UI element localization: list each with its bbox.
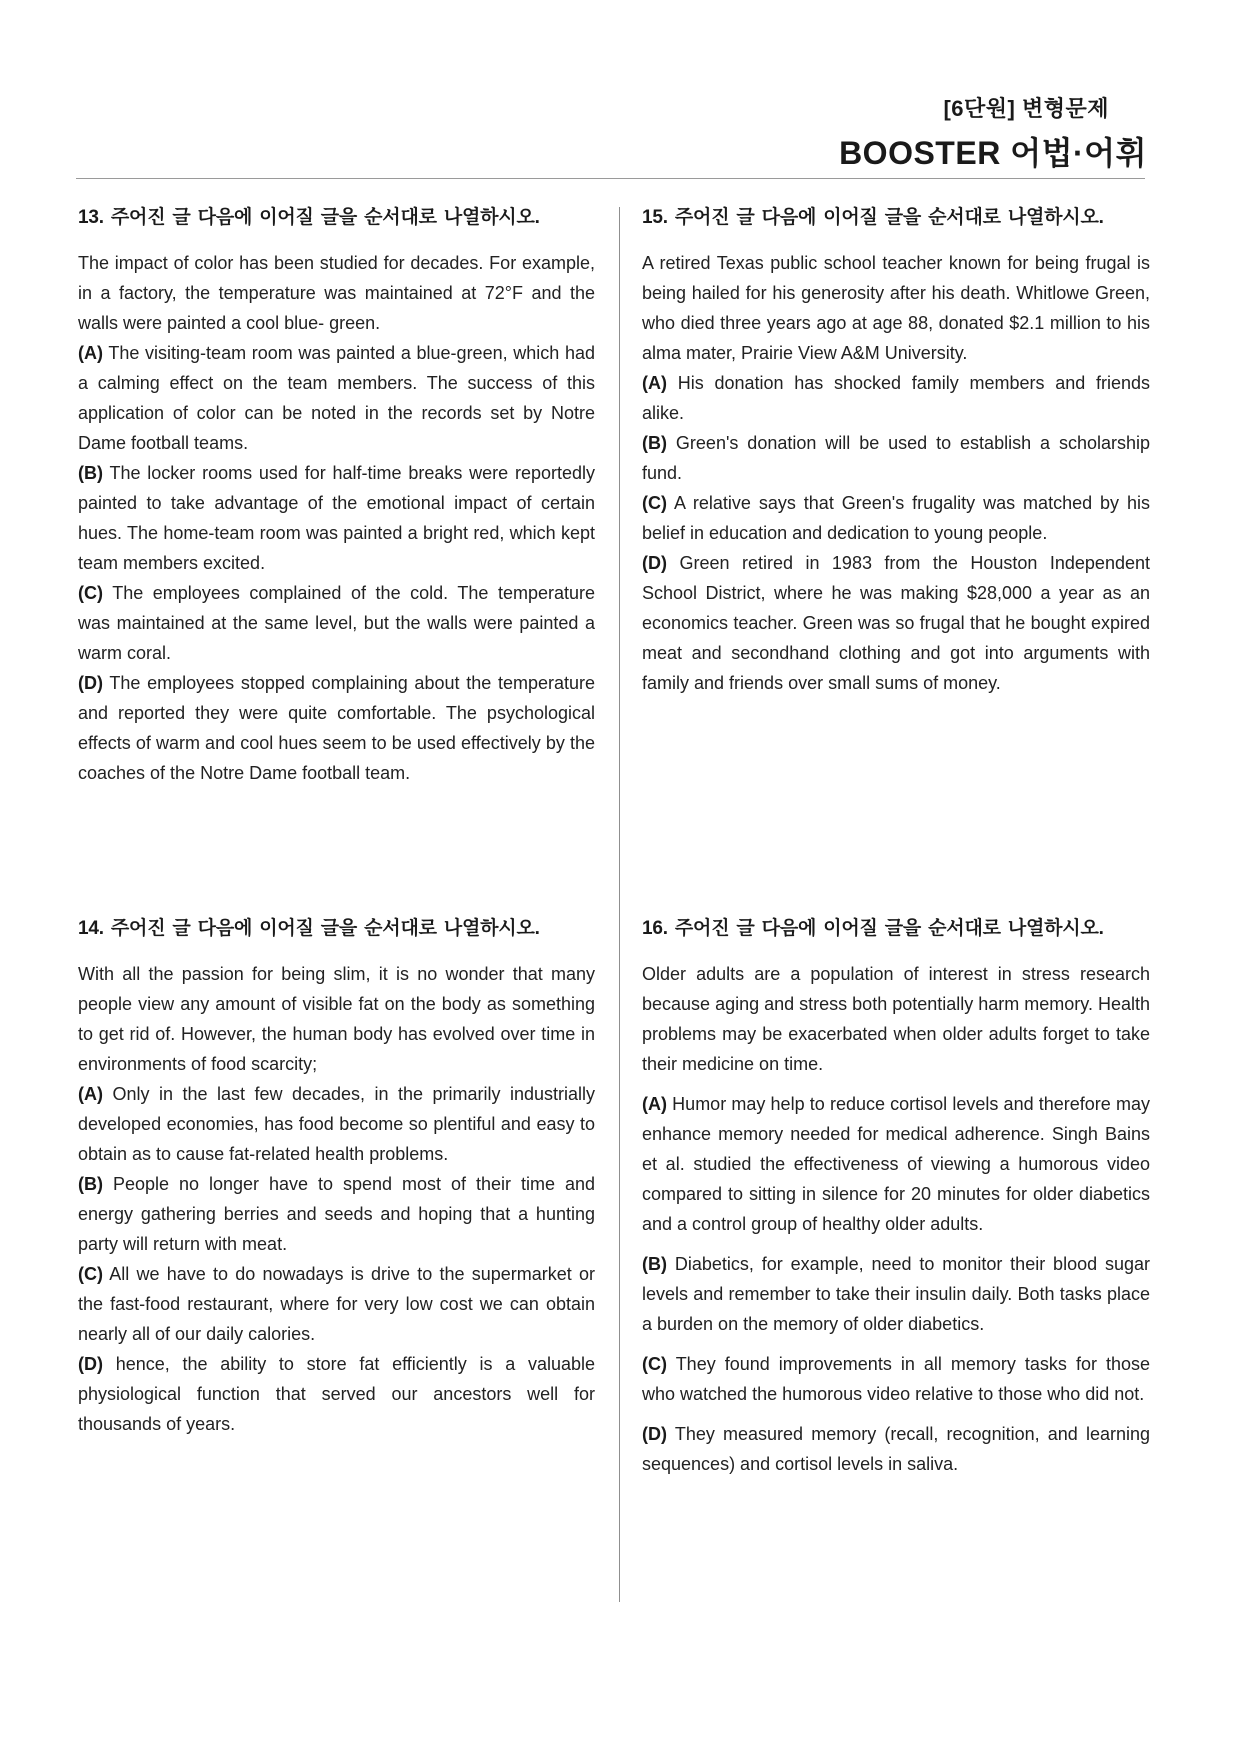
option-c-paragraph: (C) The employees complained of the cold. The temperature was maintained at the same level, but the walls were painted a warm coral. xyxy=(78,583,595,663)
option-d-paragraph: (D) The employees stopped complaining about the temperature and reported they were quite comfortable. The psychological effects of warm and cool hues seem to be used effectively by the coaches of the Notre Dame football team. xyxy=(78,673,595,783)
question-title: 16. 주어진 글 다음에 이어질 글을 순서대로 나열하시오. xyxy=(642,918,1104,939)
option-label: (A) xyxy=(642,373,667,393)
question-body xyxy=(78,959,595,1439)
option-d-paragraph: (D) hence, the ability to store fat efficiently is a valuable physiological function that served our ancestors well for thousands of years. xyxy=(78,1354,595,1434)
option-label: (D) xyxy=(642,553,667,573)
question-body xyxy=(642,248,1150,698)
option-label: (A) xyxy=(78,1084,103,1104)
option-c-paragraph: (C) A relative says that Green's frugality was matched by his belief in education and dedication to young people. xyxy=(642,493,1150,543)
option-b-paragraph: (B) People no longer have to spend most of their time and energy gathering berries and seeds and hoping that a hunting party will return with meat. xyxy=(78,1174,595,1254)
option-b-paragraph: (B) The locker rooms used for half-time breaks were reportedly painted to take advantage of the emotional impact of certain hues. The home-team room was painted a bright red, which kept team members excited. xyxy=(78,463,595,573)
option-label: (A) xyxy=(642,1094,667,1114)
option-a-paragraph: (A) The visiting-team room was painted a blue-green, which had a calming effect on the team members. The success of this application of color can be noted in the records set by Notre Dame football teams. xyxy=(78,343,595,453)
option-label: (A) xyxy=(78,343,103,363)
question-title: 15. 주어진 글 다음에 이어질 글을 순서대로 나열하시오. xyxy=(642,207,1104,228)
option-label: (D) xyxy=(78,1354,103,1374)
question-title: 13. 주어진 글 다음에 이어질 글을 순서대로 나열하시오. xyxy=(78,207,540,228)
option-a-paragraph: (A) Humor may help to reduce cortisol levels and therefore may enhance memory needed for medical adherence. Singh Bains et al. studied the effectiveness of viewing a humorous video compared to sitting in silence for 20 minutes for older diabetics and a control group of healthy older adults. xyxy=(642,1094,1150,1234)
column-right xyxy=(642,0,1150,1752)
option-label: (B) xyxy=(78,463,103,483)
stem-paragraph: A retired Texas public school teacher known for being frugal is being hailed for his generosity after his death. Whitlowe Green, who died three years ago at age 88, donated $2.1 million to his alma mater, Prairie View A&M University. xyxy=(642,253,1150,363)
option-a-paragraph: (A) His donation has shocked family members and friends alike. xyxy=(642,373,1150,423)
option-c-paragraph: (C) They found improvements in all memory tasks for those who watched the humorous video relative to those who did not. xyxy=(642,1354,1150,1404)
option-d-paragraph: (D) Green retired in 1983 from the Houston Independent School District, where he was making $28,000 a year as an economics teacher. Green was so frugal that he bought expired meat and secondhand clothing and got into arguments with family and friends over small sums of money. xyxy=(642,553,1150,693)
stem-paragraph: Older adults are a population of interest in stress research because aging and stress both potentially harm memory. Health problems may be exacerbated when older adults forget to take their medicine on time. xyxy=(642,964,1150,1074)
question-title: 14. 주어진 글 다음에 이어질 글을 순서대로 나열하시오. xyxy=(78,918,540,939)
question-15 xyxy=(642,205,1150,698)
question-14 xyxy=(78,916,595,1439)
option-label: (D) xyxy=(78,673,103,693)
unit-label: [6단원] 변형문제 xyxy=(943,96,1109,121)
page-title: BOOSTER 어법·어휘 xyxy=(839,135,1147,171)
stem-paragraph: With all the passion for being slim, it is no wonder that many people view any amount of visible fat on the body as something to get rid of. However, the human body has evolved over time in environments of food scarcity; xyxy=(78,964,595,1074)
option-b-paragraph: (B) Green's donation will be used to establish a scholarship fund. xyxy=(642,433,1150,483)
question-body xyxy=(78,248,595,788)
option-a-paragraph: (A) Only in the last few decades, in the primarily industrially developed economies, has food become so plentiful and easy to obtain as to cause fat-related health problems. xyxy=(78,1084,595,1164)
stem-paragraph: The impact of color has been studied for decades. For example, in a factory, the temperature was maintained at 72°F and the walls were painted a cool blue- green. xyxy=(78,253,595,333)
option-label: (B) xyxy=(642,433,667,453)
column-left xyxy=(78,0,595,1752)
column-divider xyxy=(619,207,620,1602)
option-label: (C) xyxy=(78,583,103,603)
question-16 xyxy=(642,916,1150,1479)
question-13 xyxy=(78,205,595,788)
option-label: (C) xyxy=(642,1354,667,1374)
option-label: (C) xyxy=(642,493,667,513)
option-label: (B) xyxy=(642,1254,667,1274)
option-b-paragraph: (B) Diabetics, for example, need to monitor their blood sugar levels and remember to take their insulin daily. Both tasks place a burden on the memory of older diabetics. xyxy=(642,1254,1150,1334)
question-body xyxy=(642,959,1150,1479)
option-label: (D) xyxy=(642,1424,667,1444)
option-d-paragraph: (D) They measured memory (recall, recognition, and learning sequences) and cortisol levels in saliva. xyxy=(642,1424,1150,1474)
option-label: (B) xyxy=(78,1174,103,1194)
option-c-paragraph: (C) All we have to do nowadays is drive to the supermarket or the fast-food restaurant, where for very low cost we can obtain nearly all of our daily calories. xyxy=(78,1264,595,1344)
option-label: (C) xyxy=(78,1264,103,1284)
